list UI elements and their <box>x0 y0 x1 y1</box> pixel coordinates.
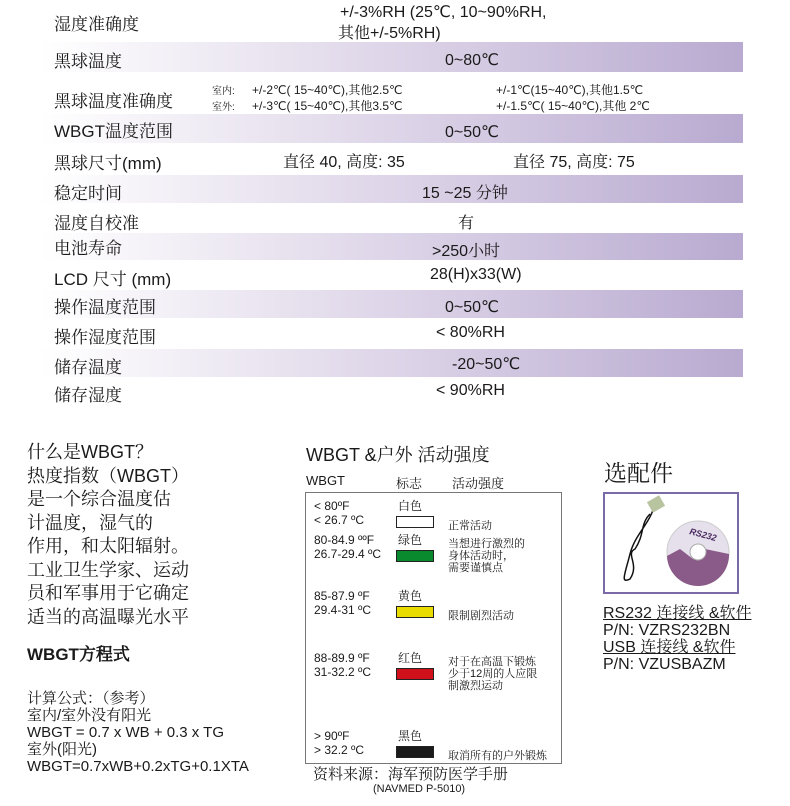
cd-label: RS232 <box>688 526 718 544</box>
spec-label: 黑球温度准确度 <box>54 92 173 111</box>
activity-text: 当想进行激烈的 <box>448 538 525 550</box>
spec-row <box>40 2 743 40</box>
col-flag: 标志 <box>396 476 423 491</box>
spec-label: 电池寿命 <box>54 239 122 258</box>
spec-label: 湿度准确度 <box>54 15 139 34</box>
indoor-label: 室内: <box>212 86 235 97</box>
activity-text: 正常活动 <box>448 520 492 532</box>
spec-value: 28(H)x33(W) <box>430 266 522 283</box>
accessory-image <box>603 492 739 594</box>
flag-label: 黑色 <box>398 729 423 743</box>
accessories-title: 选配件 <box>604 461 673 487</box>
spec-value: < 80%RH <box>436 324 505 341</box>
spec-row <box>40 205 743 232</box>
temp-f: 85-87.9 ºF <box>314 589 370 603</box>
temp-c: 31-32.2 ºC <box>314 665 372 679</box>
whatis-wbgt-text <box>27 441 189 629</box>
spec-value: +/-2℃( 15~40℃),其他2.5℃ <box>252 83 403 97</box>
accessory-list <box>603 605 752 673</box>
spec-label: 湿度自校准 <box>54 214 139 233</box>
source: 资料来源：海军预防医学手册 <box>313 766 509 783</box>
outdoor-label: 室外: <box>212 102 235 113</box>
col-wbgt: WBGT <box>306 473 345 488</box>
spec-value-2: 其他+/-5%RH) <box>338 25 441 42</box>
temp-c: 29.4-31 ºC <box>314 603 372 617</box>
activity-text: 限制剧烈活动 <box>448 610 514 622</box>
text-line: 是一个综合温度估 <box>27 489 171 509</box>
flag-label: 黄色 <box>398 589 423 603</box>
temp-f: > 90ºF <box>314 729 350 743</box>
accessory-name: USB 连接线 &软件 <box>603 639 736 656</box>
activity-text: 制激烈运动 <box>448 680 503 692</box>
spec-value: 直径 40, 高度: 35 <box>283 154 405 171</box>
text-line: 员和军事用于它确定 <box>27 583 189 603</box>
spec-row <box>40 378 743 405</box>
spec-value: +/-3%RH (25℃, 10~90%RH, <box>340 4 547 21</box>
activity-text: 取消所有的户外锻炼 <box>448 750 547 762</box>
spec-label: LCD 尺寸 (mm) <box>54 270 172 289</box>
col-activity: 活动强度 <box>452 476 505 491</box>
spec-row <box>40 78 743 114</box>
activity-text: 身体活动时， <box>448 550 514 562</box>
temp-f: 88-89.9 ºF <box>314 651 370 665</box>
text-line: 计温度，湿气的 <box>27 512 153 533</box>
activity-title: WBGT &户外 活动强度 <box>306 445 490 465</box>
spec-label: 黑球温度 <box>54 52 122 71</box>
flag-swatch <box>396 550 434 562</box>
cable-cd-image <box>605 494 737 592</box>
formula-line: WBGT = 0.7 x WB + 0.3 x TG <box>27 724 225 741</box>
spec-row <box>40 145 743 173</box>
temp-c: < 26.7 ºC <box>314 513 365 527</box>
spec-value: 有 <box>458 215 475 232</box>
source-ref: (NAVMED P-5010) <box>373 783 466 795</box>
text-line: 什么是WBGT？ <box>27 442 153 462</box>
temp-f: 80-84.9 ººF <box>314 533 375 547</box>
spec-label: 操作温度范围 <box>54 298 156 317</box>
spec-value: 直径 75, 高度: 75 <box>513 154 635 171</box>
spec-value: +/-1.5℃( 15~40℃),其他 2℃ <box>496 99 650 113</box>
flag-label: 红色 <box>398 651 423 665</box>
spec-row <box>40 175 743 203</box>
text-line: 热度指数（WBGT） <box>27 465 189 486</box>
spec-value: 0~50℃ <box>445 299 500 316</box>
equation-title: WBGT方程式 <box>27 645 130 664</box>
spec-label: 黑球尺寸(mm) <box>54 154 162 173</box>
accessory-pn: P/N: VZUSBAZM <box>603 656 726 673</box>
spec-value: -20~50℃ <box>452 356 521 373</box>
flag-swatch <box>396 516 434 528</box>
spec-row <box>40 114 743 143</box>
spec-value: 0~50℃ <box>445 124 500 141</box>
spec-label: 稳定时间 <box>54 184 122 203</box>
temp-c: > 32.2 ºC <box>314 743 365 757</box>
flag-swatch <box>396 606 434 618</box>
temp-c: 26.7-29.4 ºC <box>314 547 382 561</box>
spec-value: >250小时 <box>432 243 501 260</box>
flag-swatch <box>396 746 434 758</box>
spec-label: WBGT温度范围 <box>54 122 173 141</box>
spec-label: 操作湿度范围 <box>54 328 156 347</box>
formula-line: 室外(阳光) <box>27 741 97 758</box>
formula-line: WBGT=0.7xWB+0.2xTG+0.1XTA <box>27 758 249 775</box>
spec-row <box>40 262 743 289</box>
flag-swatch <box>396 668 434 680</box>
spec-row <box>40 42 743 72</box>
spec-value: +/-1℃(15~40℃),其他1.5℃ <box>496 83 644 97</box>
text-line: 作用，和太阳辐射。 <box>27 536 189 556</box>
text-line: 适当的高温曝光水平 <box>27 606 189 627</box>
flag-label: 绿色 <box>398 533 423 547</box>
accessory-name: RS232 连接线 &软件 <box>603 605 752 622</box>
formula <box>27 690 249 775</box>
spec-label: 储存温度 <box>54 358 122 377</box>
spec-row <box>40 233 743 260</box>
spec-label: 储存湿度 <box>54 386 122 405</box>
formula-line: 室内/室外没有阳光 <box>27 707 152 724</box>
spec-value: 0~80℃ <box>445 52 500 69</box>
spec-row <box>40 320 743 347</box>
activity-table <box>305 492 562 764</box>
spec-value: < 90%RH <box>436 382 505 399</box>
activity-text: 需要谨慎点 <box>448 562 503 574</box>
activity-text: 少于12周的人应限 <box>448 668 538 680</box>
spec-row <box>40 290 743 318</box>
temp-f: < 80ºF <box>314 499 350 513</box>
activity-text: 对于在高温下锻炼 <box>448 656 536 668</box>
accessory-pn: P/N: VZRS232BN <box>603 622 731 639</box>
text-line: 工业卫生学家、运动 <box>27 559 189 580</box>
spec-row <box>40 349 743 377</box>
formula-line: 计算公式：（参考） <box>27 690 155 707</box>
flag-label: 白色 <box>398 499 423 513</box>
spec-value: 15 ~25 分钟 <box>422 185 508 202</box>
spec-value: +/-3℃( 15~40℃),其他3.5℃ <box>252 99 403 113</box>
